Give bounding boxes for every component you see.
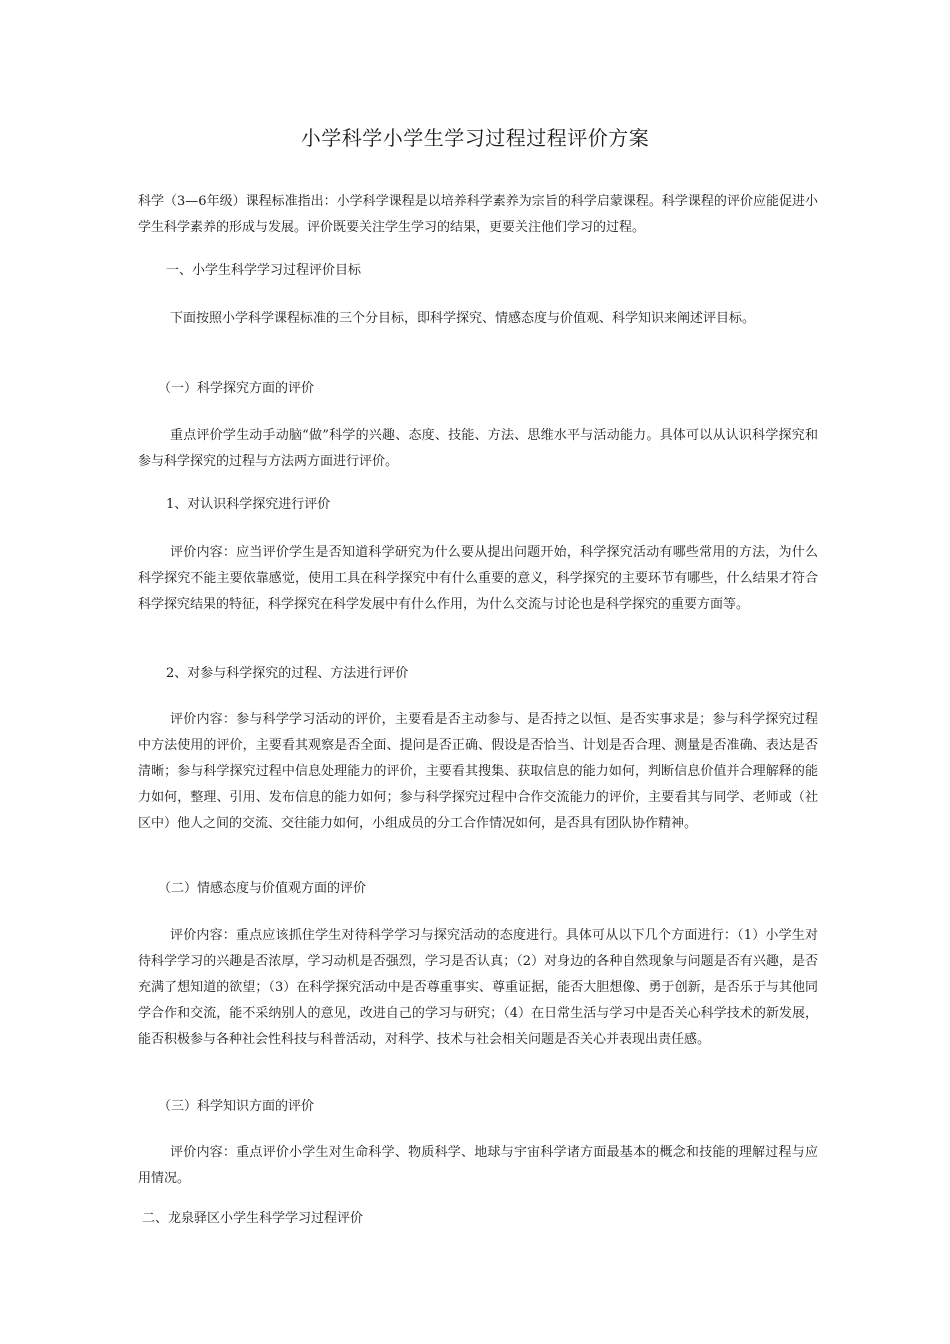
intro-paragraph: 科学（3—6年级）课程标准指出：小学科学课程是以培养科学素养为宗旨的科学启蒙课程。科学课程的评价应能促进小学生科学素养的形成与发展。评价既要关注学生学习的结果，更要关注他们学习的过程。 [138, 194, 818, 235]
part3-body-paragraph: 评价内容：重点评价小学生对生命科学、物质科学、地球与宇宙科学诸方面最基本的概念和技能的理解过程与应用情况。 [138, 1145, 818, 1186]
item1-heading: 1、对认识科学探究进行评价 [166, 497, 331, 512]
item1-body-paragraph: 评价内容：应当评价学生是否知道科学研究为什么要从提出问题开始，科学探究活动有哪些常用的方法，为什么科学探究不能主要依靠感觉，使用工具在科学探究中有什么重要的意义，科学探究的主要环节有哪些，什么结果才符合科学探究结果的特征，科学探究在科学发展中有什么作用，为什么交流与讨论也是科学探究的重要方面等。 [138, 545, 818, 612]
part1-heading: （一）科学探究方面的评价 [158, 381, 315, 396]
section1-intro-paragraph: 下面按照小学科学课程标准的三个分目标，即科学探究、情感态度与价值观、科学知识来阐述评目标。 [170, 311, 756, 326]
section1-heading: 一、小学生科学学习过程评价目标 [166, 263, 362, 278]
item2-heading: 2、对参与科学探究的过程、方法进行评价 [166, 666, 409, 681]
part1-body-paragraph: 重点评价学生动手动脑“做”科学的兴趣、态度、技能、方法、思维水平与活动能力。具体可以从认识科学探究和参与科学探究的过程与方法两方面进行评价。 [138, 428, 818, 469]
section2-heading: 二、龙泉驿区小学生科学学习过程评价 [142, 1211, 364, 1226]
document-title: 小学科学小学生学习过程过程评价方案 [300, 126, 650, 150]
part3-heading: （三）科学知识方面的评价 [158, 1099, 315, 1114]
part2-heading: （二）情感态度与价值观方面的评价 [158, 881, 367, 896]
item2-body-paragraph: 评价内容：参与科学学习活动的评价，主要看是否主动参与、是否持之以恒、是否实事求是；参与科学探究过程中方法使用的评价，主要看其观察是否全面、提问是否正确、假设是否恰当、计划是否合理、测量是否准确、表达是否清晰；参与科学探究过程中信息处理能力的评价，主要看其搜集、获取信息的能力如何，判断信息价值并合理解释的能力如何，整理、引用、发布信息的能力如何；参与科学探究过程中合作交流能力的评价，主要看其与同学、老师或（社区中）他人之间的交流、交往能力如何，小组成员的分工合作情况如何，是否具有团队协作精神。 [138, 712, 818, 831]
part2-body-paragraph: 评价内容：重点应该抓住学生对待科学学习与探究活动的态度进行。具体可从以下几个方面进行：（1）小学生对待科学学习的兴趣是否浓厚，学习动机是否强烈，学习是否认真；（2）对身边的各种自然现象与问题是否有兴趣，是否充满了想知道的欲望；（3）在科学探究活动中是否尊重事实、尊重证据，能否大胆想像、勇于创新，是否乐于与其他同学合作和交流，能不采纳别人的意见，改进自己的学习与研究；（4）在日常生活与学习中是否关心科学技术的新发展，能否积极参与各种社会性科技与科普活动，对科学、技术与社会相关问题是否关心并表现出责任感。 [138, 928, 818, 1047]
